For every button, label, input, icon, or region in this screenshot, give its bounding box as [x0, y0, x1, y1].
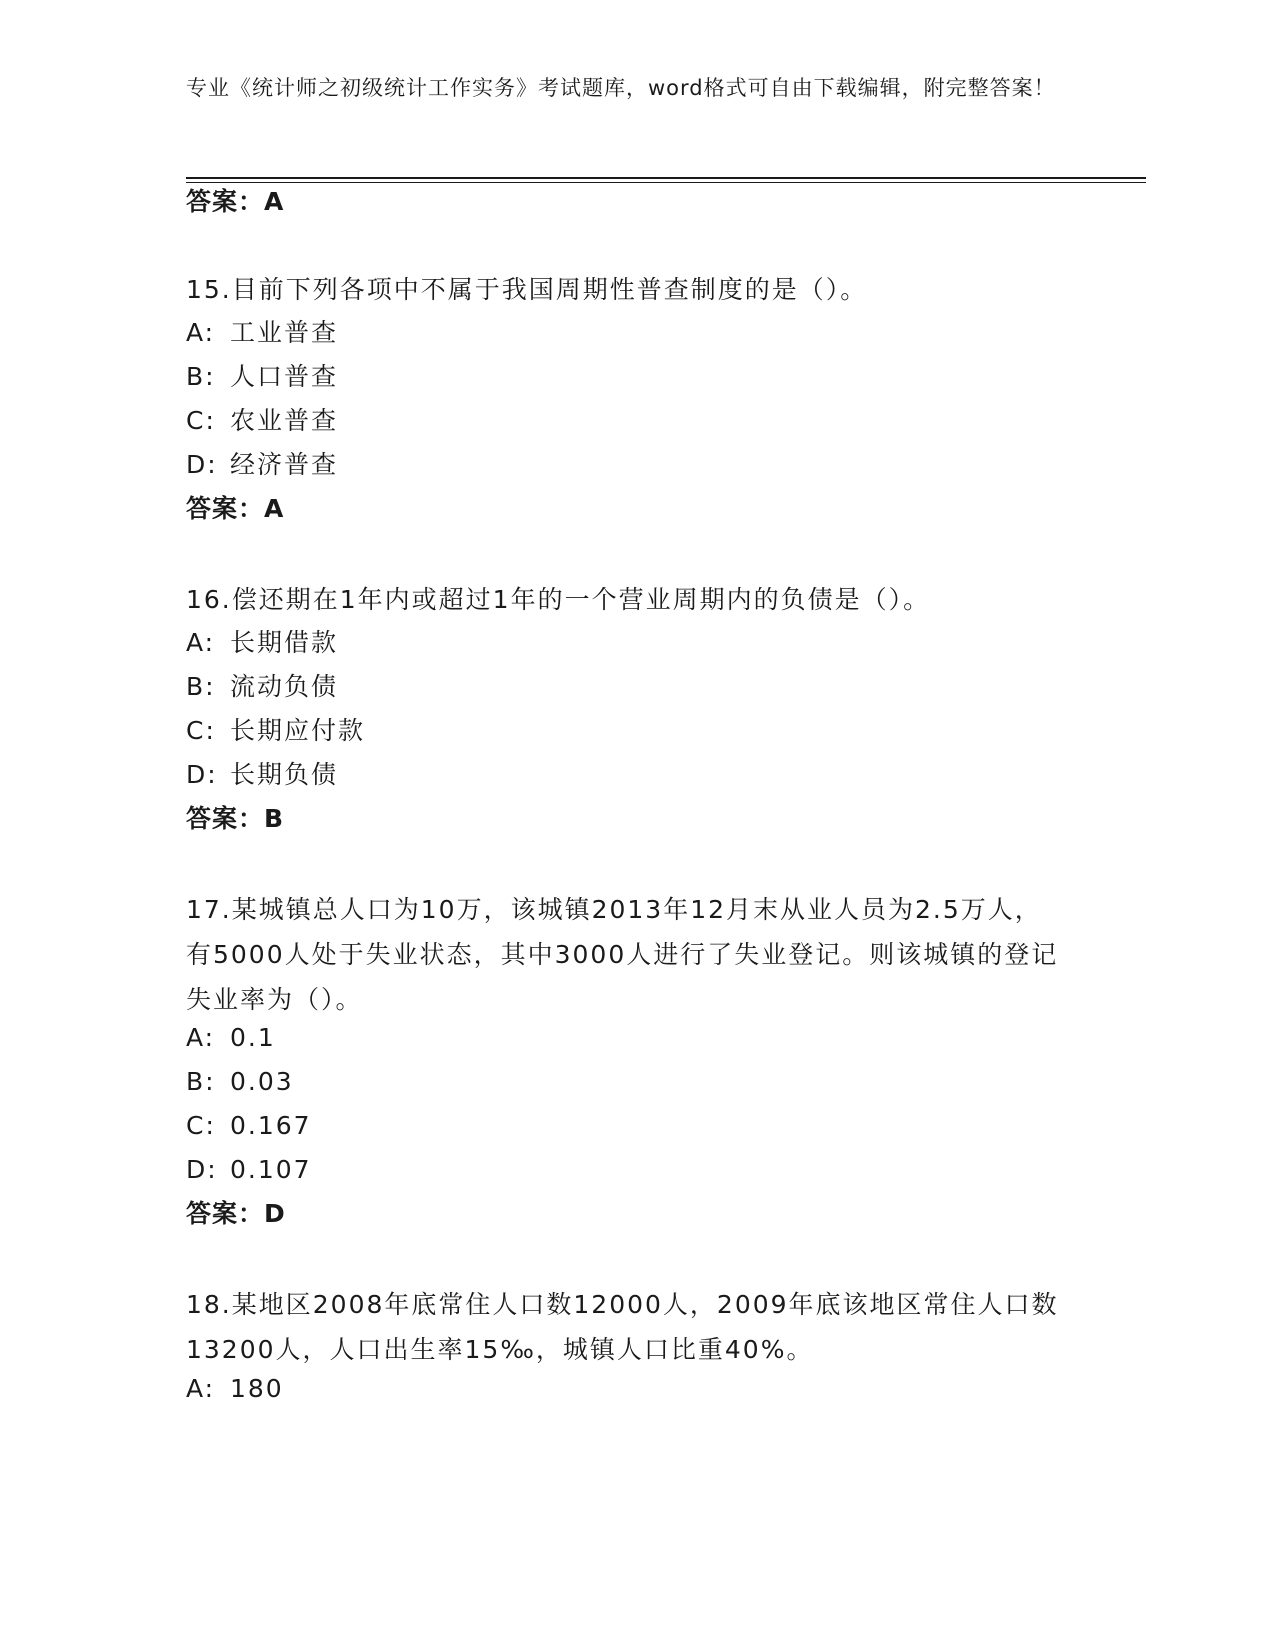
- option-text: 0.167: [230, 1111, 312, 1140]
- option-16-c: [186, 715, 365, 747]
- option-text: 工业普查: [230, 318, 339, 347]
- option-text: 长期借款: [230, 628, 339, 657]
- question-16: 16.偿还期在1年内或超过1年的一个营业周期内的负债是（）。: [186, 585, 931, 614]
- option-text: 长期负债: [230, 760, 339, 789]
- option-text: 0.03: [230, 1067, 294, 1096]
- option-15-b: [186, 361, 338, 393]
- option-label: B:: [186, 672, 216, 701]
- option-label: C:: [186, 716, 216, 745]
- answer-15: 答案：A: [186, 494, 285, 523]
- option-label: B:: [186, 362, 216, 391]
- option-text: 农业普查: [230, 406, 339, 435]
- option-label: A:: [186, 318, 216, 347]
- option-18-a: [186, 1373, 284, 1405]
- option-label: C:: [186, 406, 216, 435]
- answer-17: 答案：D: [186, 1199, 286, 1228]
- option-17-c: [186, 1110, 312, 1142]
- option-text: 180: [230, 1374, 284, 1403]
- option-text: 0.107: [230, 1155, 312, 1184]
- option-15-c: [186, 405, 338, 437]
- document-header: 专业《统计师之初级统计工作实务》考试题库，word格式可自由下载编辑，附完整答案！: [186, 76, 1056, 100]
- option-text: 0.1: [230, 1023, 276, 1052]
- option-15-a: [186, 317, 338, 349]
- header-divider-thin: [186, 182, 1146, 183]
- option-text: 长期应付款: [230, 716, 366, 745]
- option-label: D:: [186, 760, 218, 789]
- option-17-b: [186, 1066, 294, 1098]
- option-16-a: [186, 627, 338, 659]
- option-label: C:: [186, 1111, 216, 1140]
- option-17-a: [186, 1022, 276, 1054]
- question-15: 15.目前下列各项中不属于我国周期性普查制度的是（）。: [186, 275, 868, 304]
- question-18: 18.某地区2008年底常住人口数12000人，2009年底该地区常住人口数13200人，人口出生率15‰，城镇人口比重40%。: [186, 1290, 1059, 1364]
- answer-16: 答案：B: [186, 804, 285, 833]
- option-16-b: [186, 671, 338, 703]
- option-text: 流动负债: [230, 672, 339, 701]
- question-17: 17.某城镇总人口为10万，该城镇2013年12月末从业人员为2.5万人，有5000人处于失业状态，其中3000人进行了失业登记。则该城镇的登记失业率为（）。: [186, 895, 1059, 1014]
- option-16-d: [186, 759, 338, 791]
- option-text: 人口普查: [230, 362, 339, 391]
- option-17-d: [186, 1154, 312, 1186]
- header-divider: [186, 177, 1146, 179]
- option-label: D:: [186, 1155, 218, 1184]
- option-15-d: [186, 449, 338, 481]
- option-text: 经济普查: [230, 450, 339, 479]
- option-label: A:: [186, 628, 216, 657]
- answer-14: 答案：A: [186, 187, 285, 216]
- option-label: A:: [186, 1023, 216, 1052]
- option-label: A:: [186, 1374, 216, 1403]
- option-label: B:: [186, 1067, 216, 1096]
- option-label: D:: [186, 450, 218, 479]
